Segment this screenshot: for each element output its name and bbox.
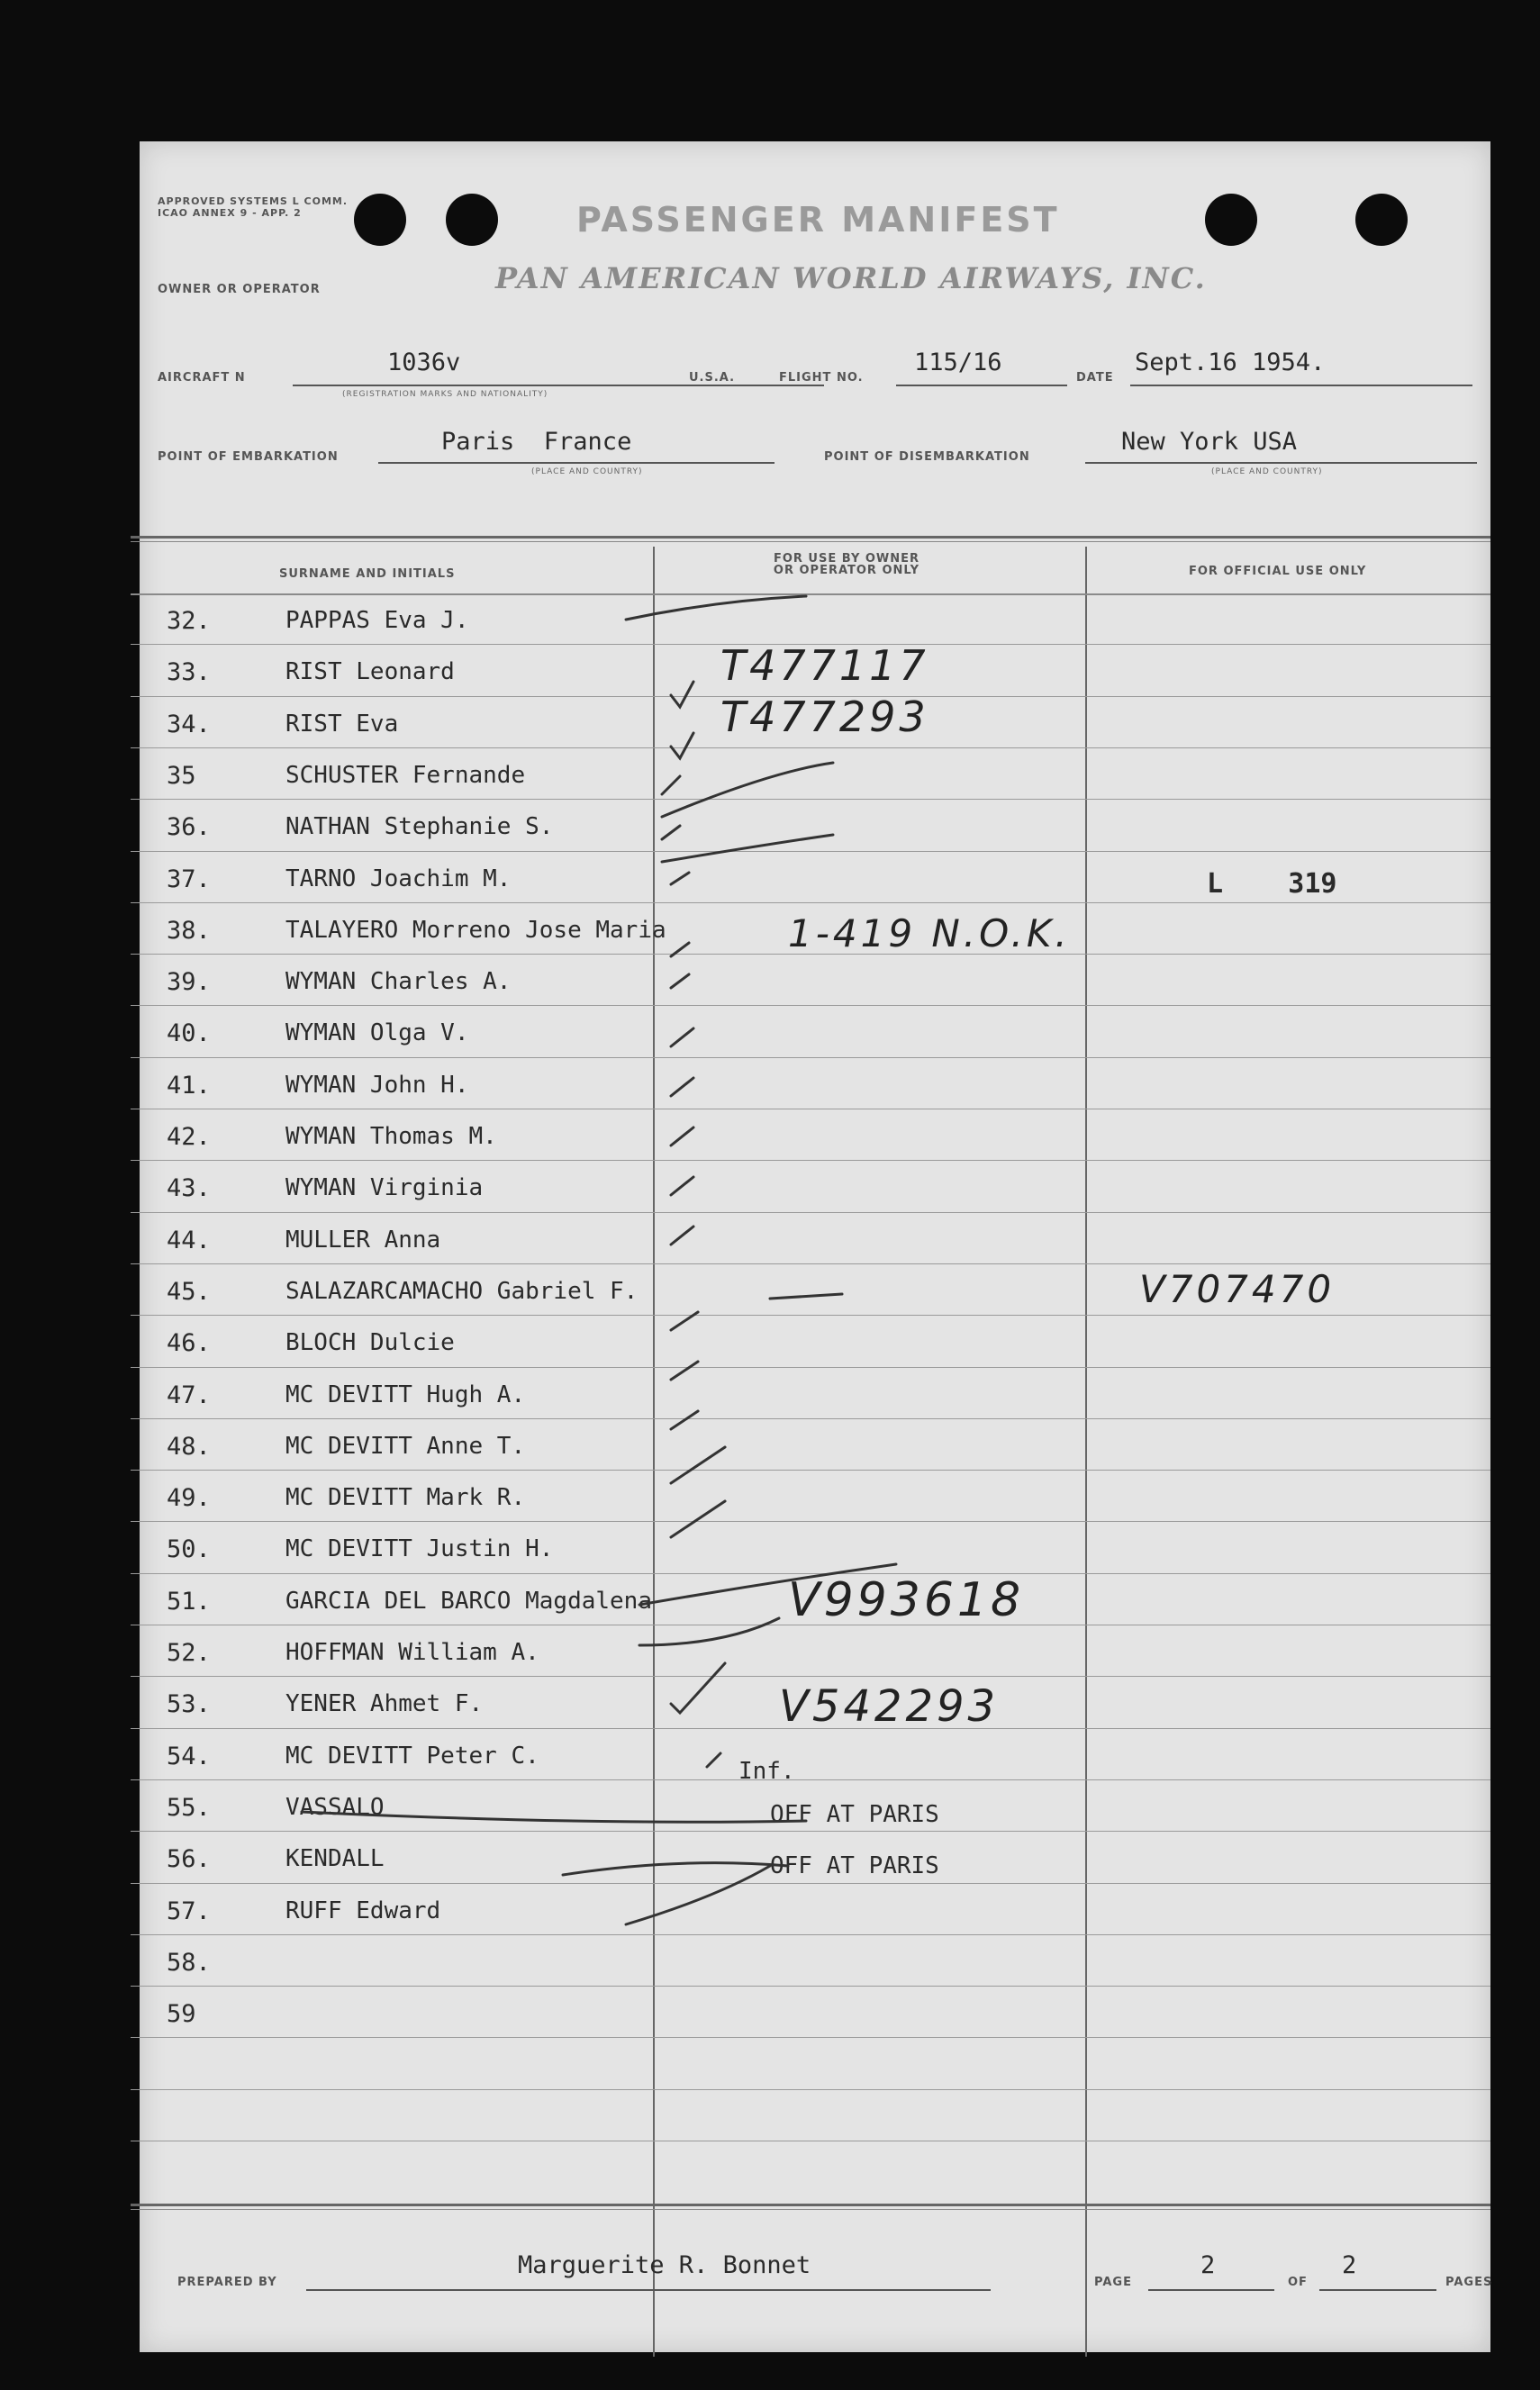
page-number: 2 <box>1200 2251 1216 2279</box>
disembarkation-sublabel: (PLACE AND COUNTRY) <box>1211 467 1323 476</box>
date-value: Sept.16 1954. <box>1135 349 1326 376</box>
row-number: 50. <box>167 1535 211 1564</box>
row-number: 49. <box>167 1484 211 1513</box>
annotation-row-38: 1-419 N.O.K. <box>788 911 1071 955</box>
pen-marks <box>140 141 1493 2352</box>
row-number: 36. <box>167 813 211 842</box>
aircraft-sublabel: (REGISTRATION MARKS AND NATIONALITY) <box>342 390 548 399</box>
annotation-row-37-official: L 319 <box>1207 868 1337 900</box>
row-number: 48. <box>167 1432 211 1461</box>
embarkation-value: Paris France <box>441 428 632 456</box>
row-number: 55. <box>167 1793 211 1822</box>
row-number: 42. <box>167 1123 211 1151</box>
passenger-name: TALAYERO Morreno Jose Maria <box>285 916 666 944</box>
row-number: 59 <box>167 2000 196 2029</box>
row-number: 52. <box>167 1639 211 1667</box>
row-number: 53. <box>167 1690 211 1719</box>
column-header-official-use: FOR OFFICIAL USE ONLY <box>1189 565 1367 578</box>
owner-label: OWNER OR OPERATOR <box>158 283 321 296</box>
embarkation-label: POINT OF EMBARKATION <box>158 450 339 464</box>
row-number: 35 <box>167 761 196 790</box>
prepared-by-value: Marguerite R. Bonnet <box>518 2251 811 2279</box>
row-number: 37. <box>167 865 211 893</box>
page-title: PASSENGER MANIFEST <box>576 200 1060 240</box>
passenger-name: SCHUSTER Fernande <box>285 761 526 789</box>
annotation-row-53: V542293 <box>779 1681 1000 1732</box>
passenger-name: GARCIA DEL BARCO Magdalena <box>285 1587 652 1615</box>
passenger-name: WYMAN Charles A. <box>285 968 512 996</box>
annotation-row-45-official: V707470 <box>1139 1267 1336 1311</box>
row-number: 54. <box>167 1742 211 1770</box>
passenger-name: RIST Leonard <box>285 658 455 686</box>
flight-label: FLIGHT NO. <box>779 371 864 385</box>
passenger-name: BLOCH Dulcie <box>285 1329 455 1357</box>
row-number: 58. <box>167 1948 211 1977</box>
manifest-sheet <box>140 141 1493 2352</box>
passenger-name: WYMAN Thomas M. <box>285 1123 497 1150</box>
passenger-name: MC DEVITT Mark R. <box>285 1484 526 1512</box>
page-total: 2 <box>1342 2251 1357 2279</box>
date-label: DATE <box>1076 371 1114 385</box>
row-number: 57. <box>167 1897 211 1925</box>
row-number: 51. <box>167 1587 211 1616</box>
passenger-name: MC DEVITT Peter C. <box>285 1742 539 1770</box>
aircraft-label: AIRCRAFT N <box>158 371 246 385</box>
row-number: 43. <box>167 1174 211 1203</box>
row-number: 45. <box>167 1277 211 1306</box>
passenger-name: RUFF Edward <box>285 1897 441 1924</box>
passenger-name: KENDALL <box>285 1845 385 1873</box>
usa-label: U.S.A. <box>689 371 736 385</box>
row-number: 34. <box>167 710 211 738</box>
passenger-name: PAPPAS Eva J. <box>285 607 469 634</box>
annotation-row-55: OFF AT PARIS <box>770 1801 939 1828</box>
prepared-by-label: PREPARED BY <box>177 2276 277 2289</box>
passenger-name: YENER Ahmet F. <box>285 1690 484 1718</box>
disembarkation-value: New York USA <box>1121 428 1298 456</box>
annotation-row-33: T477117 <box>720 641 929 690</box>
passenger-name: WYMAN Olga V. <box>285 1019 469 1047</box>
row-number: 44. <box>167 1226 211 1254</box>
disembarkation-label: POINT OF DISEMBARKATION <box>824 450 1030 464</box>
passenger-name: WYMAN Virginia <box>285 1174 484 1202</box>
owner-value: PAN AMERICAN WORLD AIRWAYS, INC. <box>495 261 1207 295</box>
page-label: PAGE <box>1094 2276 1132 2289</box>
row-number: 46. <box>167 1329 211 1358</box>
row-number: 38. <box>167 916 211 945</box>
row-number: 40. <box>167 1019 211 1048</box>
passenger-name: MC DEVITT Anne T. <box>285 1432 526 1460</box>
row-number: 56. <box>167 1845 211 1874</box>
passenger-name: MULLER Anna <box>285 1226 441 1254</box>
of-label: OF <box>1288 2276 1308 2289</box>
passenger-name: HOFFMAN William A. <box>285 1639 539 1666</box>
flight-value: 115/16 <box>914 349 1002 376</box>
annotation-row-56: OFF AT PARIS <box>770 1852 939 1879</box>
row-number: 32. <box>167 607 211 635</box>
row-number: 39. <box>167 968 211 997</box>
row-number: 47. <box>167 1381 211 1409</box>
annotation-row-34: T477293 <box>720 693 929 741</box>
passenger-name: RIST Eva <box>285 710 399 738</box>
column-header-surname: SURNAME AND INITIALS <box>279 567 456 581</box>
passenger-name: SALAZARCAMACHO Gabriel F. <box>285 1277 639 1305</box>
passenger-name: VASSALO <box>285 1793 385 1821</box>
aircraft-value: 1036v <box>387 349 461 376</box>
annotation-row-54: Inf. <box>738 1758 795 1785</box>
row-number: 41. <box>167 1071 211 1100</box>
passenger-name: MC DEVITT Justin H. <box>285 1535 554 1563</box>
passenger-name: TARNO Joachim M. <box>285 865 512 892</box>
passenger-name: NATHAN Stephanie S. <box>285 813 554 841</box>
embarkation-sublabel: (PLACE AND COUNTRY) <box>531 467 643 476</box>
pages-label: PAGES <box>1445 2276 1493 2289</box>
annotation-row-51: V993618 <box>788 1573 1025 1627</box>
approval-stamp: APPROVED SYSTEMS L COMM. ICAO ANNEX 9 - APP. 2 <box>158 195 349 219</box>
column-header-owner-use: FOR USE BY OWNER OR OPERATOR ONLY <box>773 552 920 577</box>
row-number: 33. <box>167 658 211 687</box>
passenger-name: WYMAN John H. <box>285 1071 469 1099</box>
passenger-name: MC DEVITT Hugh A. <box>285 1381 526 1408</box>
